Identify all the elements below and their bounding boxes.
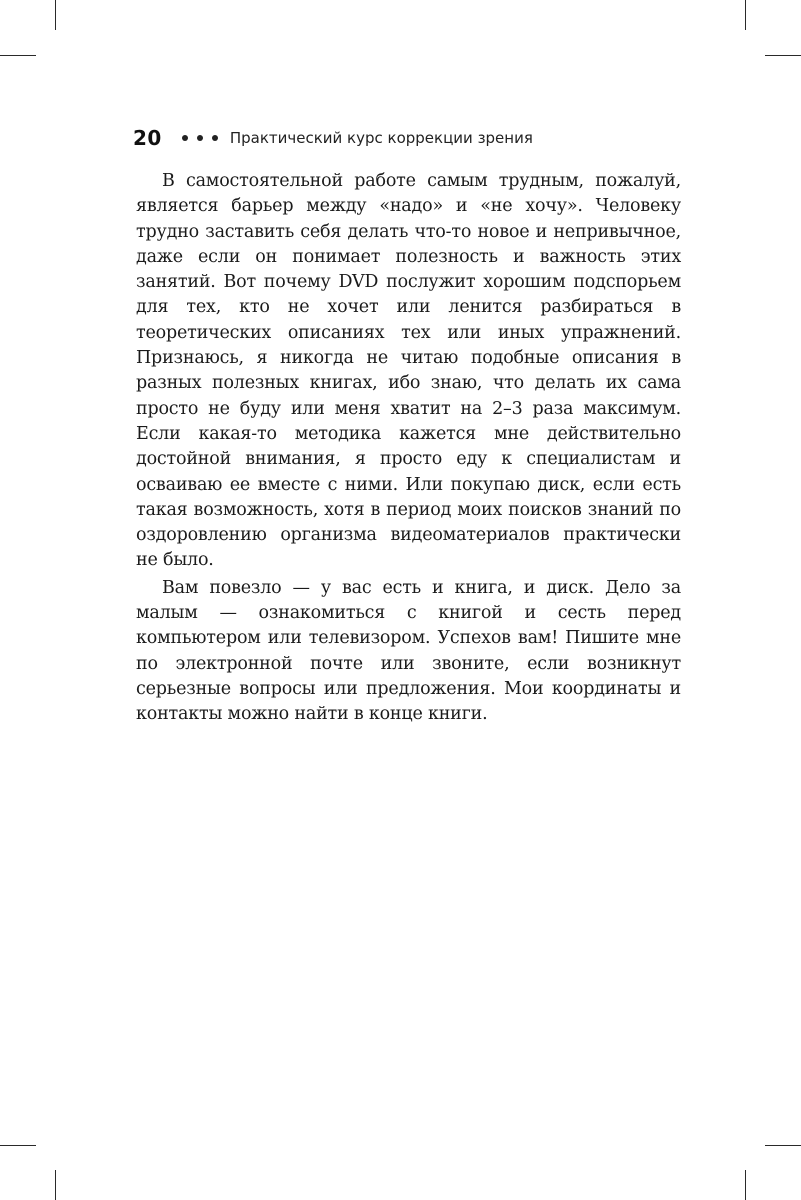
crop-mark-top-left-horizontal bbox=[0, 55, 36, 56]
body-text bbox=[136, 169, 681, 730]
dot-icon bbox=[197, 135, 203, 141]
dot-icon bbox=[212, 135, 218, 141]
crop-mark-top-right-vertical bbox=[745, 0, 746, 30]
running-header bbox=[133, 124, 533, 152]
crop-mark-bottom-left-horizontal bbox=[0, 1145, 36, 1146]
crop-mark-bottom-right-horizontal bbox=[765, 1145, 801, 1146]
crop-mark-top-left-vertical bbox=[55, 0, 56, 30]
dot-icon bbox=[182, 135, 188, 141]
header-dots-ornament bbox=[182, 135, 218, 141]
running-title: Практический курс коррекции зрения bbox=[229, 129, 533, 147]
paragraph-1: В самостоятельной работе самым трудным, пожалуй, является барьер между «надо» и «не хочу». Человеку трудно заставить себя делать что-то новое и непривычное, даже если он понимает полезность и важность этих занятий. Вот почему DVD послужит хорошим подспорьем для тех, кто не хочет или ленится разбираться в теоретических описаниях тех или иных упражнений. Признаюсь, я никогда не читаю подобные описания в разных полезных книгах, ибо знаю, что делать их сама просто не буду или меня хватит на 2–3 раза максимум. Если какая-то методика кажется мне действительно достойной внимания, я просто еду к специалистам и осваиваю ее вместе с ними. Или покупаю диск, если есть такая возможность, хотя в период моих поисков знаний по оздоровлению организма видеоматериалов практически не было. bbox=[136, 171, 681, 571]
paragraph-2: Вам повезло — у вас есть и книга, и диск. Дело за малым — ознакомиться с книгой и сесть перед компьютером или телевизором. Успехов вам! Пишите мне по электронной почте или звоните, если возникнут серьезные вопросы или предложения. Мои координаты и контакты можно найти в конце книги. bbox=[136, 577, 681, 725]
crop-mark-bottom-right-vertical bbox=[745, 1170, 746, 1200]
crop-mark-bottom-left-vertical bbox=[55, 1170, 56, 1200]
crop-mark-top-right-horizontal bbox=[765, 55, 801, 56]
page-number: 20 bbox=[133, 126, 162, 150]
